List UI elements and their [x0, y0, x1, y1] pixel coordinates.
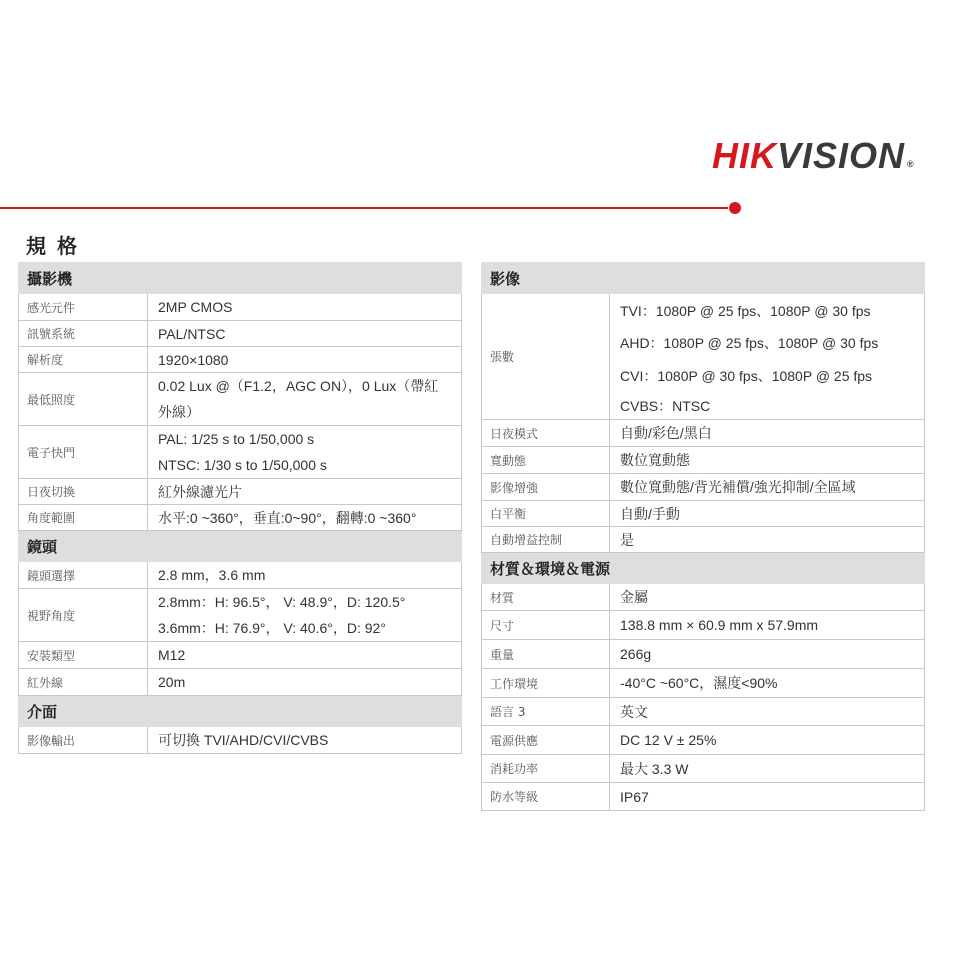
spec-label: 尺寸	[482, 611, 610, 640]
page-title: 規 格	[26, 234, 79, 258]
spec-value: 138.8 mm × 60.9 mm x 57.9mm	[610, 611, 925, 640]
spec-table-right	[481, 262, 925, 811]
table-row	[482, 640, 925, 669]
section-title: 影像	[482, 263, 925, 294]
header-divider-dot	[729, 202, 741, 214]
section-title: 攝影機	[19, 263, 462, 294]
table-row	[482, 501, 925, 527]
table-row	[482, 726, 925, 755]
spec-value: 金屬	[610, 584, 925, 611]
spec-label: 角度範圍	[19, 505, 148, 531]
spec-label: 電源供應	[482, 726, 610, 755]
spec-table-left	[18, 262, 462, 754]
spec-value: 266g	[610, 640, 925, 669]
section-title: 鏡頭	[19, 531, 462, 562]
spec-label: 材質	[482, 584, 610, 611]
table-row	[482, 698, 925, 726]
spec-label: 感光元件	[19, 294, 148, 321]
table-row	[19, 426, 462, 479]
spec-value: 紅外線濾光片	[148, 479, 462, 505]
table-row	[19, 727, 462, 754]
header-divider	[0, 207, 728, 209]
spec-value: 水平:0 ~360°，垂直:0~90°，翻轉:0 ~360°	[148, 505, 462, 531]
section-header-material	[482, 553, 925, 584]
spec-value: 可切換 TVI/AHD/CVI/CVBS	[148, 727, 462, 754]
spec-label: 紅外線	[19, 669, 148, 696]
spec-label: 最低照度	[19, 373, 148, 426]
spec-value: 1920×1080	[148, 347, 462, 373]
spec-label: 寬動態	[482, 447, 610, 474]
spec-value: 數位寬動態/背光補償/強光抑制/全區域	[610, 474, 925, 501]
spec-label: 語言 3	[482, 698, 610, 726]
table-row	[19, 321, 462, 347]
spec-label: 影像增強	[482, 474, 610, 501]
spec-label: 日夜模式	[482, 420, 610, 447]
spec-value: 20m	[148, 669, 462, 696]
table-row	[19, 505, 462, 531]
spec-value: 數位寬動態	[610, 447, 925, 474]
spec-value: 2.8 mm，3.6 mm	[148, 562, 462, 589]
table-row	[482, 755, 925, 783]
spec-label: 消耗功率	[482, 755, 610, 783]
spec-value: 2MP CMOS	[148, 294, 462, 321]
spec-label: 張數	[482, 294, 610, 420]
table-row	[482, 669, 925, 698]
table-row	[482, 527, 925, 553]
section-header-image	[482, 263, 925, 294]
spec-label: 防水等級	[482, 783, 610, 811]
spec-label: 鏡頭選擇	[19, 562, 148, 589]
spec-value: 是	[610, 527, 925, 553]
spec-label: 訊號系統	[19, 321, 148, 347]
spec-value: PAL/NTSC	[148, 321, 462, 347]
spec-label: 白平衡	[482, 501, 610, 527]
spec-value: 0.02 Lux @（F1.2，AGC ON），0 Lux（帶紅 外線）	[148, 373, 462, 426]
section-title: 介面	[19, 696, 462, 727]
table-row	[19, 642, 462, 669]
spec-label: 安裝類型	[19, 642, 148, 669]
table-row	[482, 611, 925, 640]
table-row	[19, 669, 462, 696]
spec-value: 自動/手動	[610, 501, 925, 527]
table-row	[482, 447, 925, 474]
spec-value: DC 12 V ± 25%	[610, 726, 925, 755]
table-row	[482, 783, 925, 811]
table-row	[482, 584, 925, 611]
spec-value: M12	[148, 642, 462, 669]
section-title: 材質＆環境＆電源	[482, 553, 925, 584]
spec-label: 視野角度	[19, 589, 148, 642]
spec-value: 2.8mm：H: 96.5°， V: 48.9°，D: 120.5° 3.6mm：H: 76.9°， V: 40.6°，D: 92°	[148, 589, 462, 642]
spec-label: 電子快門	[19, 426, 148, 479]
table-row	[19, 479, 462, 505]
spec-value: -40°C ~60°C，濕度<90%	[610, 669, 925, 698]
table-row	[482, 294, 925, 420]
spec-value: PAL: 1/25 s to 1/50,000 s NTSC: 1/30 s to 1/50,000 s	[148, 426, 462, 479]
table-row	[482, 474, 925, 501]
spec-label: 日夜切換	[19, 479, 148, 505]
spec-value: 英文	[610, 698, 925, 726]
section-header-interface	[19, 696, 462, 727]
hikvision-logo: HIKVISION ®	[712, 135, 915, 176]
spec-value: 自動/彩色/黑白	[610, 420, 925, 447]
spec-label: 影像輸出	[19, 727, 148, 754]
spec-value: TVI：1080P @ 25 fps、1080P @ 30 fps AHD：1080P @ 25 fps、1080P @ 30 fps CVI：1080P @ 30 fps、1080P @ 25 fps CVBS：NTSC	[610, 294, 925, 420]
section-header-lens	[19, 531, 462, 562]
spec-label: 自動增益控制	[482, 527, 610, 553]
section-header-camera	[19, 263, 462, 294]
table-row	[19, 347, 462, 373]
table-row	[19, 562, 462, 589]
spec-value: IP67	[610, 783, 925, 811]
table-row	[19, 373, 462, 426]
spec-label: 工作環境	[482, 669, 610, 698]
table-row	[19, 294, 462, 321]
table-row	[19, 589, 462, 642]
table-row	[482, 420, 925, 447]
spec-label: 重量	[482, 640, 610, 669]
spec-value: 最大 3.3 W	[610, 755, 925, 783]
spec-label: 解析度	[19, 347, 148, 373]
